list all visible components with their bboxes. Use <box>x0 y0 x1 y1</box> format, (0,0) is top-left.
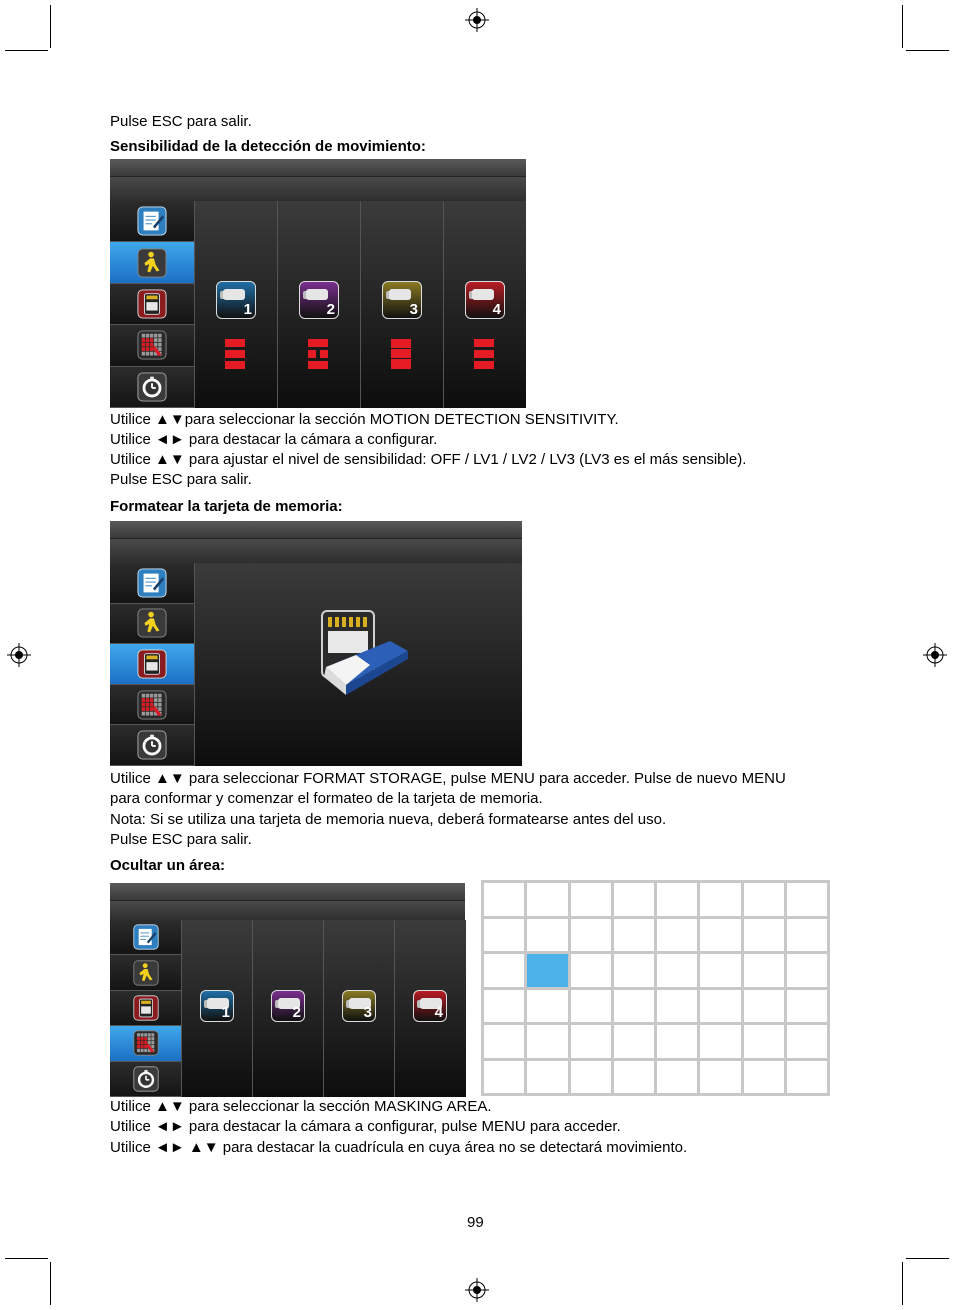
camera-number: 3 <box>363 1004 372 1021</box>
masking-grid[interactable] <box>481 880 830 1096</box>
paragraph: Utilice ▲▼para seleccionar la sección MOTION DETECTION SENSITIVITY. <box>110 411 619 428</box>
menu-item-record-setting[interactable] <box>110 201 194 242</box>
section-heading: Ocultar un área: <box>110 857 226 874</box>
level-block <box>308 339 328 347</box>
mask-grid-cell[interactable] <box>484 1061 524 1094</box>
registration-mark-icon <box>7 643 31 667</box>
mask-grid-cell[interactable] <box>787 919 827 952</box>
mask-grid-cell[interactable] <box>744 883 784 916</box>
sensitivity-level-indicator[interactable] <box>308 339 328 369</box>
level-block <box>320 350 328 358</box>
mask-grid-cell[interactable] <box>744 1061 784 1094</box>
mask-grid-cell[interactable] <box>571 990 611 1023</box>
mask-grid-cell[interactable] <box>787 954 827 987</box>
mask-grid-cell[interactable] <box>744 954 784 987</box>
menu-item-masking-area[interactable] <box>110 325 194 366</box>
mask-grid-cell[interactable] <box>484 1025 524 1058</box>
motion-detection-icon <box>133 960 159 991</box>
menu-item-timer[interactable] <box>110 367 194 408</box>
level-block <box>308 350 316 358</box>
mask-grid-cell[interactable] <box>614 919 654 952</box>
timer-icon <box>133 1066 159 1097</box>
paragraph: Pulse ESC para salir. <box>110 113 252 130</box>
sensitivity-level-indicator[interactable] <box>474 339 494 369</box>
mask-grid-cell[interactable] <box>657 919 697 952</box>
mask-grid-cell[interactable] <box>571 919 611 952</box>
menu-item-motion-detection[interactable] <box>110 242 194 283</box>
menu-item-record-setting[interactable] <box>110 920 181 955</box>
camera-number: 4 <box>492 301 501 318</box>
paragraph: Utilice ◄► ▲▼ para destacar la cuadrícula en cuya área no se detectará movimiento. <box>110 1139 688 1156</box>
sensitivity-level-indicator[interactable] <box>391 339 411 369</box>
level-block <box>308 361 328 369</box>
level-block <box>225 350 245 358</box>
level-block <box>474 350 494 358</box>
level-block <box>391 359 411 369</box>
mask-grid-cell[interactable] <box>527 954 567 987</box>
mask-grid-cell[interactable] <box>700 883 740 916</box>
screen-title-bar <box>110 521 522 539</box>
masking-area-icon <box>137 330 167 365</box>
format-storage-icon <box>137 289 167 324</box>
mask-grid-cell[interactable] <box>700 1025 740 1058</box>
mask-grid-cell[interactable] <box>787 990 827 1023</box>
format-storage-icon <box>137 649 167 684</box>
menu-sidebar <box>110 920 181 1097</box>
camera-4-icon[interactable] <box>465 281 505 319</box>
motion-detection-icon <box>137 248 167 283</box>
camera-number: 2 <box>326 301 335 318</box>
menu-item-masking-area[interactable] <box>110 685 194 726</box>
paragraph: Pulse ESC para salir. <box>110 471 252 488</box>
mask-grid-cell[interactable] <box>657 1025 697 1058</box>
mask-grid-cell[interactable] <box>527 883 567 916</box>
mask-grid-cell[interactable] <box>700 919 740 952</box>
mask-grid-cell[interactable] <box>700 990 740 1023</box>
paragraph: Utilice ▲▼ para seleccionar FORMAT STORAGE, pulse MENU para acceder. Pulse de nuevo MENU <box>110 770 786 787</box>
motion-detection-icon <box>137 608 167 643</box>
camera-number: 1 <box>221 1004 230 1021</box>
camera-1-icon[interactable] <box>216 281 256 319</box>
masking-area-screen <box>110 883 465 1097</box>
mask-grid-cell[interactable] <box>527 919 567 952</box>
menu-sidebar <box>110 563 194 766</box>
section-heading: Formatear la tarjeta de memoria: <box>110 498 343 515</box>
screen-title-bar <box>110 883 465 901</box>
record-setting-icon <box>137 568 167 603</box>
mask-grid-cell[interactable] <box>657 1061 697 1094</box>
camera-number: 1 <box>243 301 252 318</box>
record-setting-icon <box>133 924 159 955</box>
camera-2-icon[interactable] <box>299 281 339 319</box>
screen-subtitle-bar <box>110 177 526 201</box>
mask-grid-cell[interactable] <box>744 990 784 1023</box>
menu-item-record-setting[interactable] <box>110 563 194 604</box>
camera-3-icon[interactable] <box>342 990 376 1022</box>
menu-item-timer[interactable] <box>110 1062 181 1097</box>
paragraph: Nota: Si se utiliza una tarjeta de memoria nueva, deberá formatearse antes del uso. <box>110 811 667 828</box>
mask-grid-cell[interactable] <box>744 1025 784 1058</box>
menu-item-masking-area[interactable] <box>110 1026 181 1061</box>
mask-grid-cell[interactable] <box>700 954 740 987</box>
paragraph: para conformar y comenzar el formateo de la tarjeta de memoria. <box>110 790 543 807</box>
paragraph: Utilice ▲▼ para ajustar el nivel de sensibilidad: OFF / LV1 / LV2 / LV3 (LV3 es el más sensible). <box>110 451 747 468</box>
registration-mark-icon <box>465 1278 489 1302</box>
mask-grid-cell[interactable] <box>744 919 784 952</box>
motion-sensitivity-screen <box>110 159 526 408</box>
menu-item-timer[interactable] <box>110 725 194 766</box>
sd-card-eraser-icon <box>316 607 416 699</box>
registration-mark-icon <box>465 8 489 32</box>
timer-icon <box>137 372 167 407</box>
level-block <box>225 361 245 369</box>
mask-grid-cell[interactable] <box>484 883 524 916</box>
paragraph: Utilice ◄► para destacar la cámara a configurar, pulse MENU para acceder. <box>110 1118 621 1135</box>
mask-grid-cell[interactable] <box>787 1061 827 1094</box>
menu-sidebar <box>110 201 194 408</box>
menu-item-motion-detection[interactable] <box>110 955 181 990</box>
mask-grid-cell[interactable] <box>614 1061 654 1094</box>
timer-icon <box>137 730 167 765</box>
masking-area-icon <box>137 690 167 725</box>
record-setting-icon <box>137 206 167 241</box>
mask-grid-cell[interactable] <box>527 1025 567 1058</box>
mask-grid-cell[interactable] <box>657 990 697 1023</box>
mask-grid-cell[interactable] <box>614 954 654 987</box>
level-block <box>391 349 411 358</box>
mask-grid-cell[interactable] <box>571 883 611 916</box>
mask-grid-cell[interactable] <box>484 990 524 1023</box>
screen-title-bar <box>110 159 526 177</box>
camera-3-icon[interactable] <box>382 281 422 319</box>
mask-grid-cell[interactable] <box>571 1025 611 1058</box>
mask-grid-cell[interactable] <box>614 883 654 916</box>
format-storage-screen <box>110 521 522 766</box>
level-block <box>474 339 494 347</box>
level-block <box>391 339 411 348</box>
menu-item-format-storage[interactable] <box>110 644 194 685</box>
mask-grid-cell[interactable] <box>787 1025 827 1058</box>
paragraph: Pulse ESC para salir. <box>110 831 252 848</box>
level-block <box>225 339 245 347</box>
mask-grid-cell[interactable] <box>787 883 827 916</box>
camera-4-icon[interactable] <box>413 990 447 1022</box>
camera-number: 2 <box>292 1004 301 1021</box>
section-heading: Sensibilidad de la detección de movimiento: <box>110 138 426 155</box>
paragraph: Utilice ▲▼ para seleccionar la sección MASKING AREA. <box>110 1098 492 1115</box>
screen-subtitle-bar <box>110 539 522 563</box>
menu-item-format-storage[interactable] <box>110 284 194 325</box>
registration-mark-icon <box>923 643 947 667</box>
mask-grid-cell[interactable] <box>527 1061 567 1094</box>
sensitivity-level-indicator[interactable] <box>225 339 245 369</box>
mask-grid-cell[interactable] <box>657 954 697 987</box>
mask-grid-cell[interactable] <box>484 919 524 952</box>
mask-grid-cell[interactable] <box>571 954 611 987</box>
camera-number: 3 <box>409 301 418 318</box>
mask-grid-cell[interactable] <box>484 954 524 987</box>
page-number: 99 <box>467 1214 484 1231</box>
mask-grid-cell[interactable] <box>614 1025 654 1058</box>
menu-item-format-storage[interactable] <box>110 991 181 1026</box>
format-storage-icon <box>133 995 159 1026</box>
mask-grid-cell[interactable] <box>571 1061 611 1094</box>
screen-subtitle-bar <box>110 901 465 920</box>
camera-1-icon[interactable] <box>200 990 234 1022</box>
mask-grid-cell[interactable] <box>700 1061 740 1094</box>
mask-grid-cell[interactable] <box>527 990 567 1023</box>
mask-grid-cell[interactable] <box>614 990 654 1023</box>
mask-grid-cell[interactable] <box>657 883 697 916</box>
menu-item-motion-detection[interactable] <box>110 604 194 645</box>
camera-2-icon[interactable] <box>271 990 305 1022</box>
camera-number: 4 <box>434 1004 443 1021</box>
paragraph: Utilice ◄► para destacar la cámara a configurar. <box>110 431 438 448</box>
level-block <box>474 361 494 369</box>
masking-area-icon <box>133 1030 159 1061</box>
